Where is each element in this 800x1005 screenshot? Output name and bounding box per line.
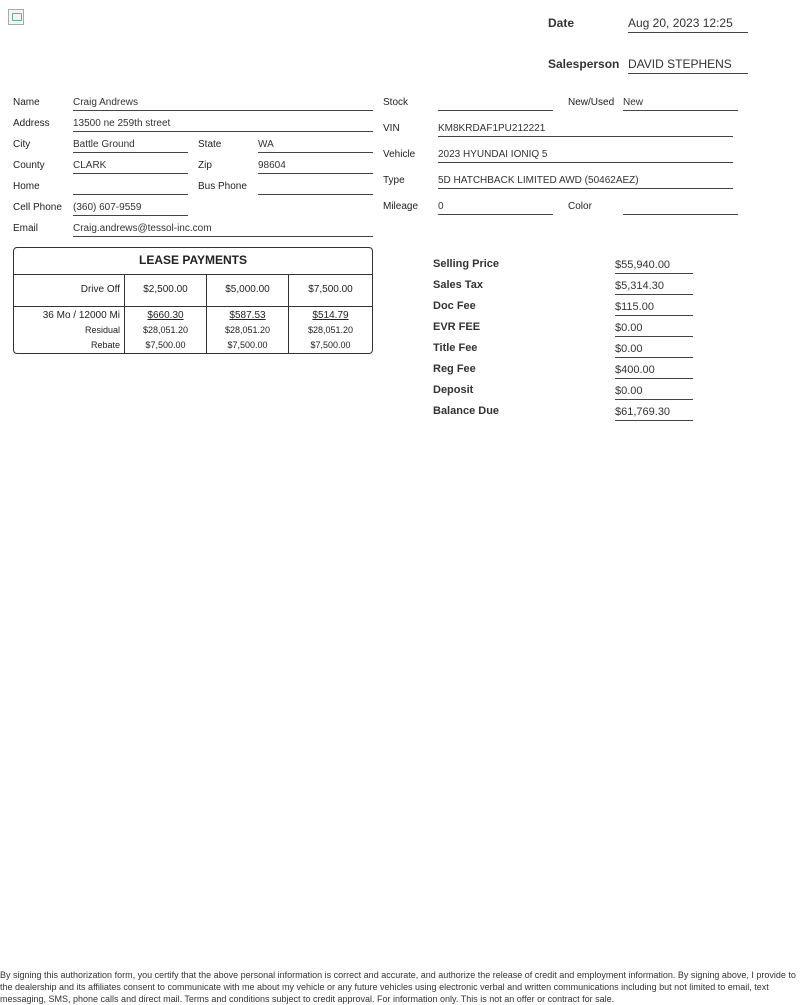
monthly-payment: $514.79 xyxy=(312,310,349,321)
stock-value xyxy=(438,97,553,111)
deposit-value: $0.00 xyxy=(615,384,693,400)
sales-tax-value: $5,314.30 xyxy=(615,279,693,295)
sales-tax-label: Sales Tax xyxy=(433,279,483,291)
new-used-value: New xyxy=(623,97,738,111)
drive-off-amount: $5,000.00 xyxy=(225,284,270,295)
cell-phone-value: (360) 607-9559 xyxy=(73,202,188,216)
monthly-payment: $660.30 xyxy=(147,310,184,321)
balance-due-value: $61,769.30 xyxy=(615,405,693,421)
doc-fee-label: Doc Fee xyxy=(433,300,476,312)
state-label: State xyxy=(198,139,222,150)
lease-payments-table xyxy=(13,247,373,354)
drive-off-label: Drive Off xyxy=(80,284,120,295)
evr-fee-value: $0.00 xyxy=(615,321,693,337)
county-value: CLARK xyxy=(73,160,188,174)
date-value: Aug 20, 2023 12:25 xyxy=(628,16,748,33)
bus-phone-label: Bus Phone xyxy=(198,181,247,192)
vin-value: KM8KRDAF1PU212221 xyxy=(438,123,733,137)
email-label: Email xyxy=(13,223,39,234)
date-label: Date xyxy=(548,16,575,30)
monthly-payment: $587.53 xyxy=(229,310,266,321)
salesperson-value: DAVID STEPHENS xyxy=(628,57,748,74)
drive-off-amount: $2,500.00 xyxy=(143,284,188,295)
bus-phone-value xyxy=(258,181,373,195)
balance-due-label: Balance Due xyxy=(433,405,500,417)
lease-title: LEASE PAYMENTS xyxy=(14,248,372,275)
selling-price-label: Selling Price xyxy=(433,258,500,270)
lease-term-label: 36 Mo / 12000 Mi xyxy=(42,310,120,321)
rebate-label: Rebate xyxy=(90,340,120,350)
evr-fee-label: EVR FEE xyxy=(433,321,481,333)
type-value: 5D HATCHBACK LIMITED AWD (50462AEZ) xyxy=(438,175,733,189)
name-label: Name xyxy=(13,97,40,108)
deposit-label: Deposit xyxy=(433,384,474,396)
county-label: County xyxy=(13,160,45,171)
title-fee-value: $0.00 xyxy=(615,342,693,358)
mileage-label: Mileage xyxy=(383,201,419,212)
city-value: Battle Ground xyxy=(73,139,188,153)
vin-label: VIN xyxy=(383,123,400,134)
salesperson-label: Salesperson xyxy=(548,57,620,71)
residual-value: $28,051.20 xyxy=(224,325,271,335)
zip-label: Zip xyxy=(198,160,212,171)
residual-value: $28,051.20 xyxy=(142,325,189,335)
city-label: City xyxy=(13,139,31,150)
home-value xyxy=(73,181,188,195)
doc-fee-value: $115.00 xyxy=(615,300,693,316)
residual-label: Residual xyxy=(84,325,120,335)
residual-value: $28,051.20 xyxy=(307,325,354,335)
rebate-value: $7,500.00 xyxy=(227,340,268,350)
name-value: Craig Andrews xyxy=(73,97,373,111)
vehicle-value: 2023 HYUNDAI IONIQ 5 xyxy=(438,149,733,163)
address-label: Address xyxy=(13,118,50,129)
authorization-disclaimer: By signing this authorization form, you certify that the above personal information is correct and accurate, and authorize the release of credit and employment information. By signing above, I provide to the dealership and its affiliates consent to communicate with me about my vehicle or any future vehicles using electronic verbal and written communications including but not limited to email, text messaging, SMS, phone calls and direct mail. Terms and conditions subject to credit approval. For information only. This is not an offer or contract for sale. xyxy=(0,970,796,1004)
type-label: Type xyxy=(383,175,405,186)
rebate-value: $7,500.00 xyxy=(145,340,186,350)
rebate-value: $7,500.00 xyxy=(310,340,351,350)
lease-divider xyxy=(14,306,372,307)
new-used-label: New/Used xyxy=(568,97,615,108)
reg-fee-label: Reg Fee xyxy=(433,363,476,375)
selling-price-value: $55,940.00 xyxy=(615,258,693,274)
home-label: Home xyxy=(13,181,40,192)
color-value xyxy=(623,201,738,215)
dealer-logo-image xyxy=(8,9,24,25)
stock-label: Stock xyxy=(383,97,409,108)
reg-fee-value: $400.00 xyxy=(615,363,693,379)
state-value: WA xyxy=(258,139,373,153)
email-value: Craig.andrews@tessol-inc.com xyxy=(73,223,373,237)
cell-phone-label: Cell Phone xyxy=(13,202,62,213)
zip-value: 98604 xyxy=(258,160,373,174)
address-value: 13500 ne 259th street xyxy=(73,118,373,132)
color-label: Color xyxy=(568,201,592,212)
mileage-value: 0 xyxy=(438,201,553,215)
drive-off-amount: $7,500.00 xyxy=(308,284,353,295)
vehicle-label: Vehicle xyxy=(383,149,416,160)
title-fee-label: Title Fee xyxy=(433,342,478,354)
